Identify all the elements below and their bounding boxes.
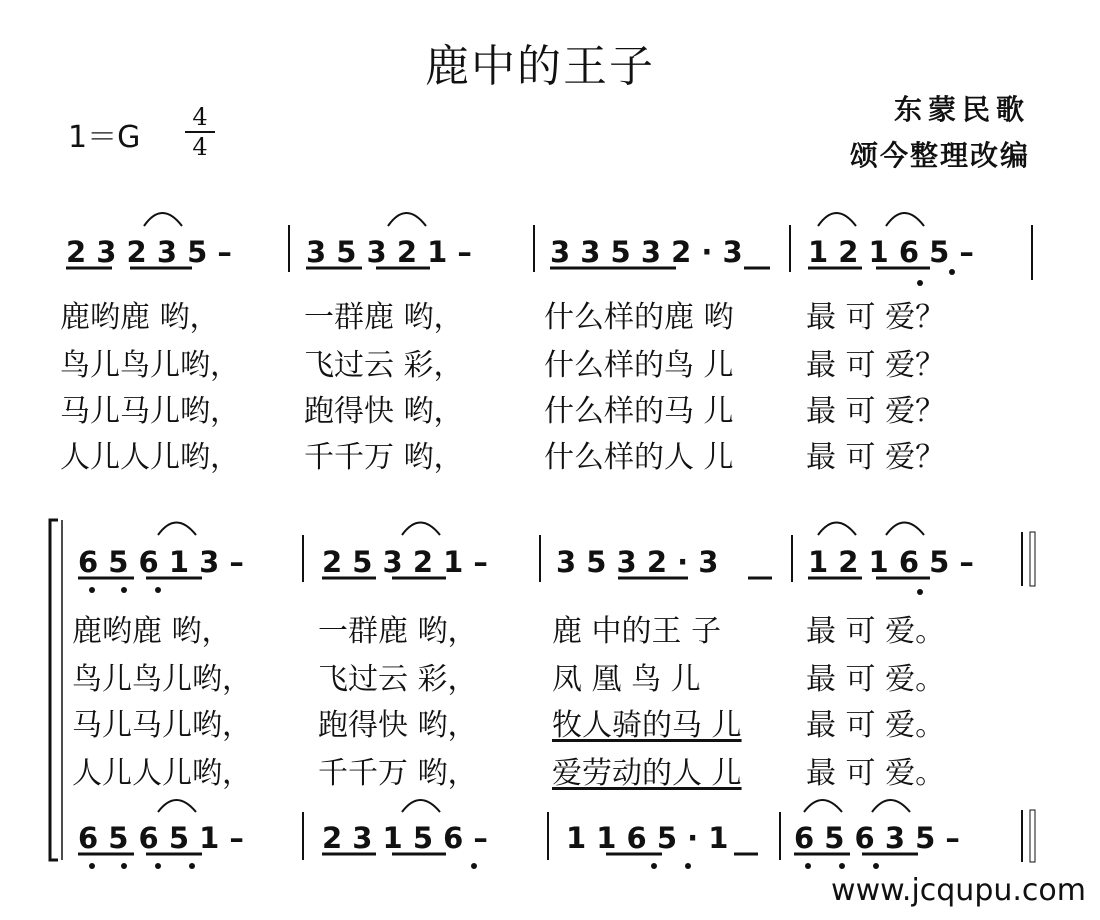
lyric-row (0, 346, 1100, 386)
lyric-row (0, 660, 1100, 700)
lyric-cell: 什么样的人 儿 (544, 440, 734, 475)
low-octave-dot (155, 587, 161, 593)
low-octave-dot (949, 269, 955, 275)
low-octave-dot (873, 863, 879, 869)
slur (804, 800, 842, 812)
lyric-cell: 跑得快 哟， (318, 708, 478, 743)
slur (818, 213, 856, 226)
lyric-cell: 最 可 爱。 (806, 614, 946, 649)
lyric-cell: 什么样的鹿 哟 (544, 300, 734, 335)
lyric-cell: 飞过云 彩， (318, 662, 478, 697)
final-barline-thick (1030, 810, 1035, 862)
measure-2-1: 6 5 6 1 3 – (78, 545, 244, 579)
measure-1-3: 3 3 5 3 2 · 3 (550, 235, 743, 269)
slur (158, 523, 196, 536)
measure-3-3: 1 1 6 5 · 1 (566, 821, 729, 855)
low-octave-dot (121, 863, 127, 869)
lyric-cell: 鹿哟鹿 哟， (72, 614, 232, 649)
measure-3-2: 2 3 1 5 6 – (322, 821, 488, 855)
lyric-cell: 马儿马儿哟， (72, 708, 252, 743)
lyric-row (0, 438, 1100, 478)
measure-2-2: 2 5 3 2 1 – (322, 545, 488, 579)
lyric-row (0, 706, 1100, 746)
lyric-cell: 飞过云 彩， (304, 348, 464, 383)
measure-2-3: 3 5 3 2 · 3 (556, 545, 719, 579)
measure-1-1: 2 3 2 3 5 – (66, 235, 232, 269)
lyric-cell: 鹿哟鹿 哟， (60, 300, 220, 335)
score-line-2 (78, 523, 1035, 596)
low-octave-dot (917, 589, 923, 595)
slur (818, 523, 856, 536)
origin-credit: 东蒙民歌 (893, 93, 1030, 126)
low-octave-dot (471, 863, 477, 869)
lyric-cell: 马儿马儿哟， (60, 394, 240, 429)
lyric-cell: 最 可 爱。 (806, 708, 946, 743)
measure-2-4: 1 2 1 6 5 – (808, 545, 974, 579)
song-title: 鹿中的王子 (425, 41, 655, 92)
score-line-1 (66, 213, 1032, 286)
low-octave-dot (89, 587, 95, 593)
lyric-cell: 鹿 中的王 子 (552, 614, 722, 649)
slur (886, 213, 924, 226)
key-signature: 1＝G (68, 120, 141, 155)
lyric-cell: 一群鹿 哟， (318, 614, 478, 649)
lyric-cell: 什么样的马 儿 (544, 394, 734, 429)
lyric-row (0, 612, 1100, 652)
lyric-row (0, 392, 1100, 432)
low-octave-dot (917, 280, 923, 286)
slur (158, 800, 196, 812)
lyric-cell: 最 可 爱？ (806, 348, 946, 383)
measure-3-1: 6 5 6 5 1 – (78, 821, 244, 855)
score-line-3 (78, 800, 1035, 869)
meter-bottom: 4 (192, 133, 208, 161)
low-octave-dot (121, 587, 127, 593)
arranger-credit: 颂今整理改编 (849, 139, 1030, 172)
lyric-cell: 鸟儿鸟儿哟， (60, 348, 240, 383)
low-octave-dot (89, 863, 95, 869)
lyric-cell: 牧人骑的马 儿 (552, 708, 742, 743)
lyric-cell: 最 可 爱。 (806, 756, 946, 791)
measure-1-4: 1 2 1 6 5 – (808, 235, 974, 269)
slur (388, 213, 426, 226)
lyric-cell: 一群鹿 哟， (304, 300, 464, 335)
slur (886, 523, 924, 536)
site-watermark: www.jcqupu.com (831, 873, 1086, 908)
lyric-row (0, 298, 1100, 338)
low-octave-dot (651, 863, 657, 869)
lyric-cell: 最 可 爱？ (806, 394, 946, 429)
final-barline-thick (1030, 532, 1035, 586)
slur (402, 800, 440, 812)
lyric-cell: 最 可 爱？ (806, 440, 946, 475)
meter-top: 4 (192, 103, 208, 131)
lyric-cell: 爱劳动的人 儿 (552, 756, 742, 791)
lyric-cell: 千千万 哟， (304, 440, 464, 475)
slur (402, 523, 440, 536)
low-octave-dot (189, 863, 195, 869)
slur (872, 800, 910, 812)
lyric-cell: 人儿人儿哟， (72, 756, 252, 791)
low-octave-dot (155, 863, 161, 869)
lyric-cell: 凤 凰 鸟 儿 (552, 662, 701, 697)
lyric-row (0, 754, 1100, 794)
low-octave-dot (685, 863, 691, 869)
lyric-cell: 最 可 爱。 (806, 662, 946, 697)
low-octave-dot (839, 863, 845, 869)
lyric-cell: 人儿人儿哟， (60, 440, 240, 475)
lyric-cell: 鸟儿鸟儿哟， (72, 662, 252, 697)
measure-1-2: 3 5 3 2 1 – (306, 235, 472, 269)
lyric-cell: 跑得快 哟， (304, 394, 464, 429)
slur (144, 213, 182, 226)
measure-3-4: 6 5 6 3 5 – (794, 821, 960, 855)
lyric-cell: 最 可 爱？ (806, 300, 946, 335)
lyric-cell: 千千万 哟， (318, 756, 478, 791)
low-octave-dot (805, 863, 811, 869)
lyric-cell: 什么样的鸟 儿 (544, 348, 734, 383)
